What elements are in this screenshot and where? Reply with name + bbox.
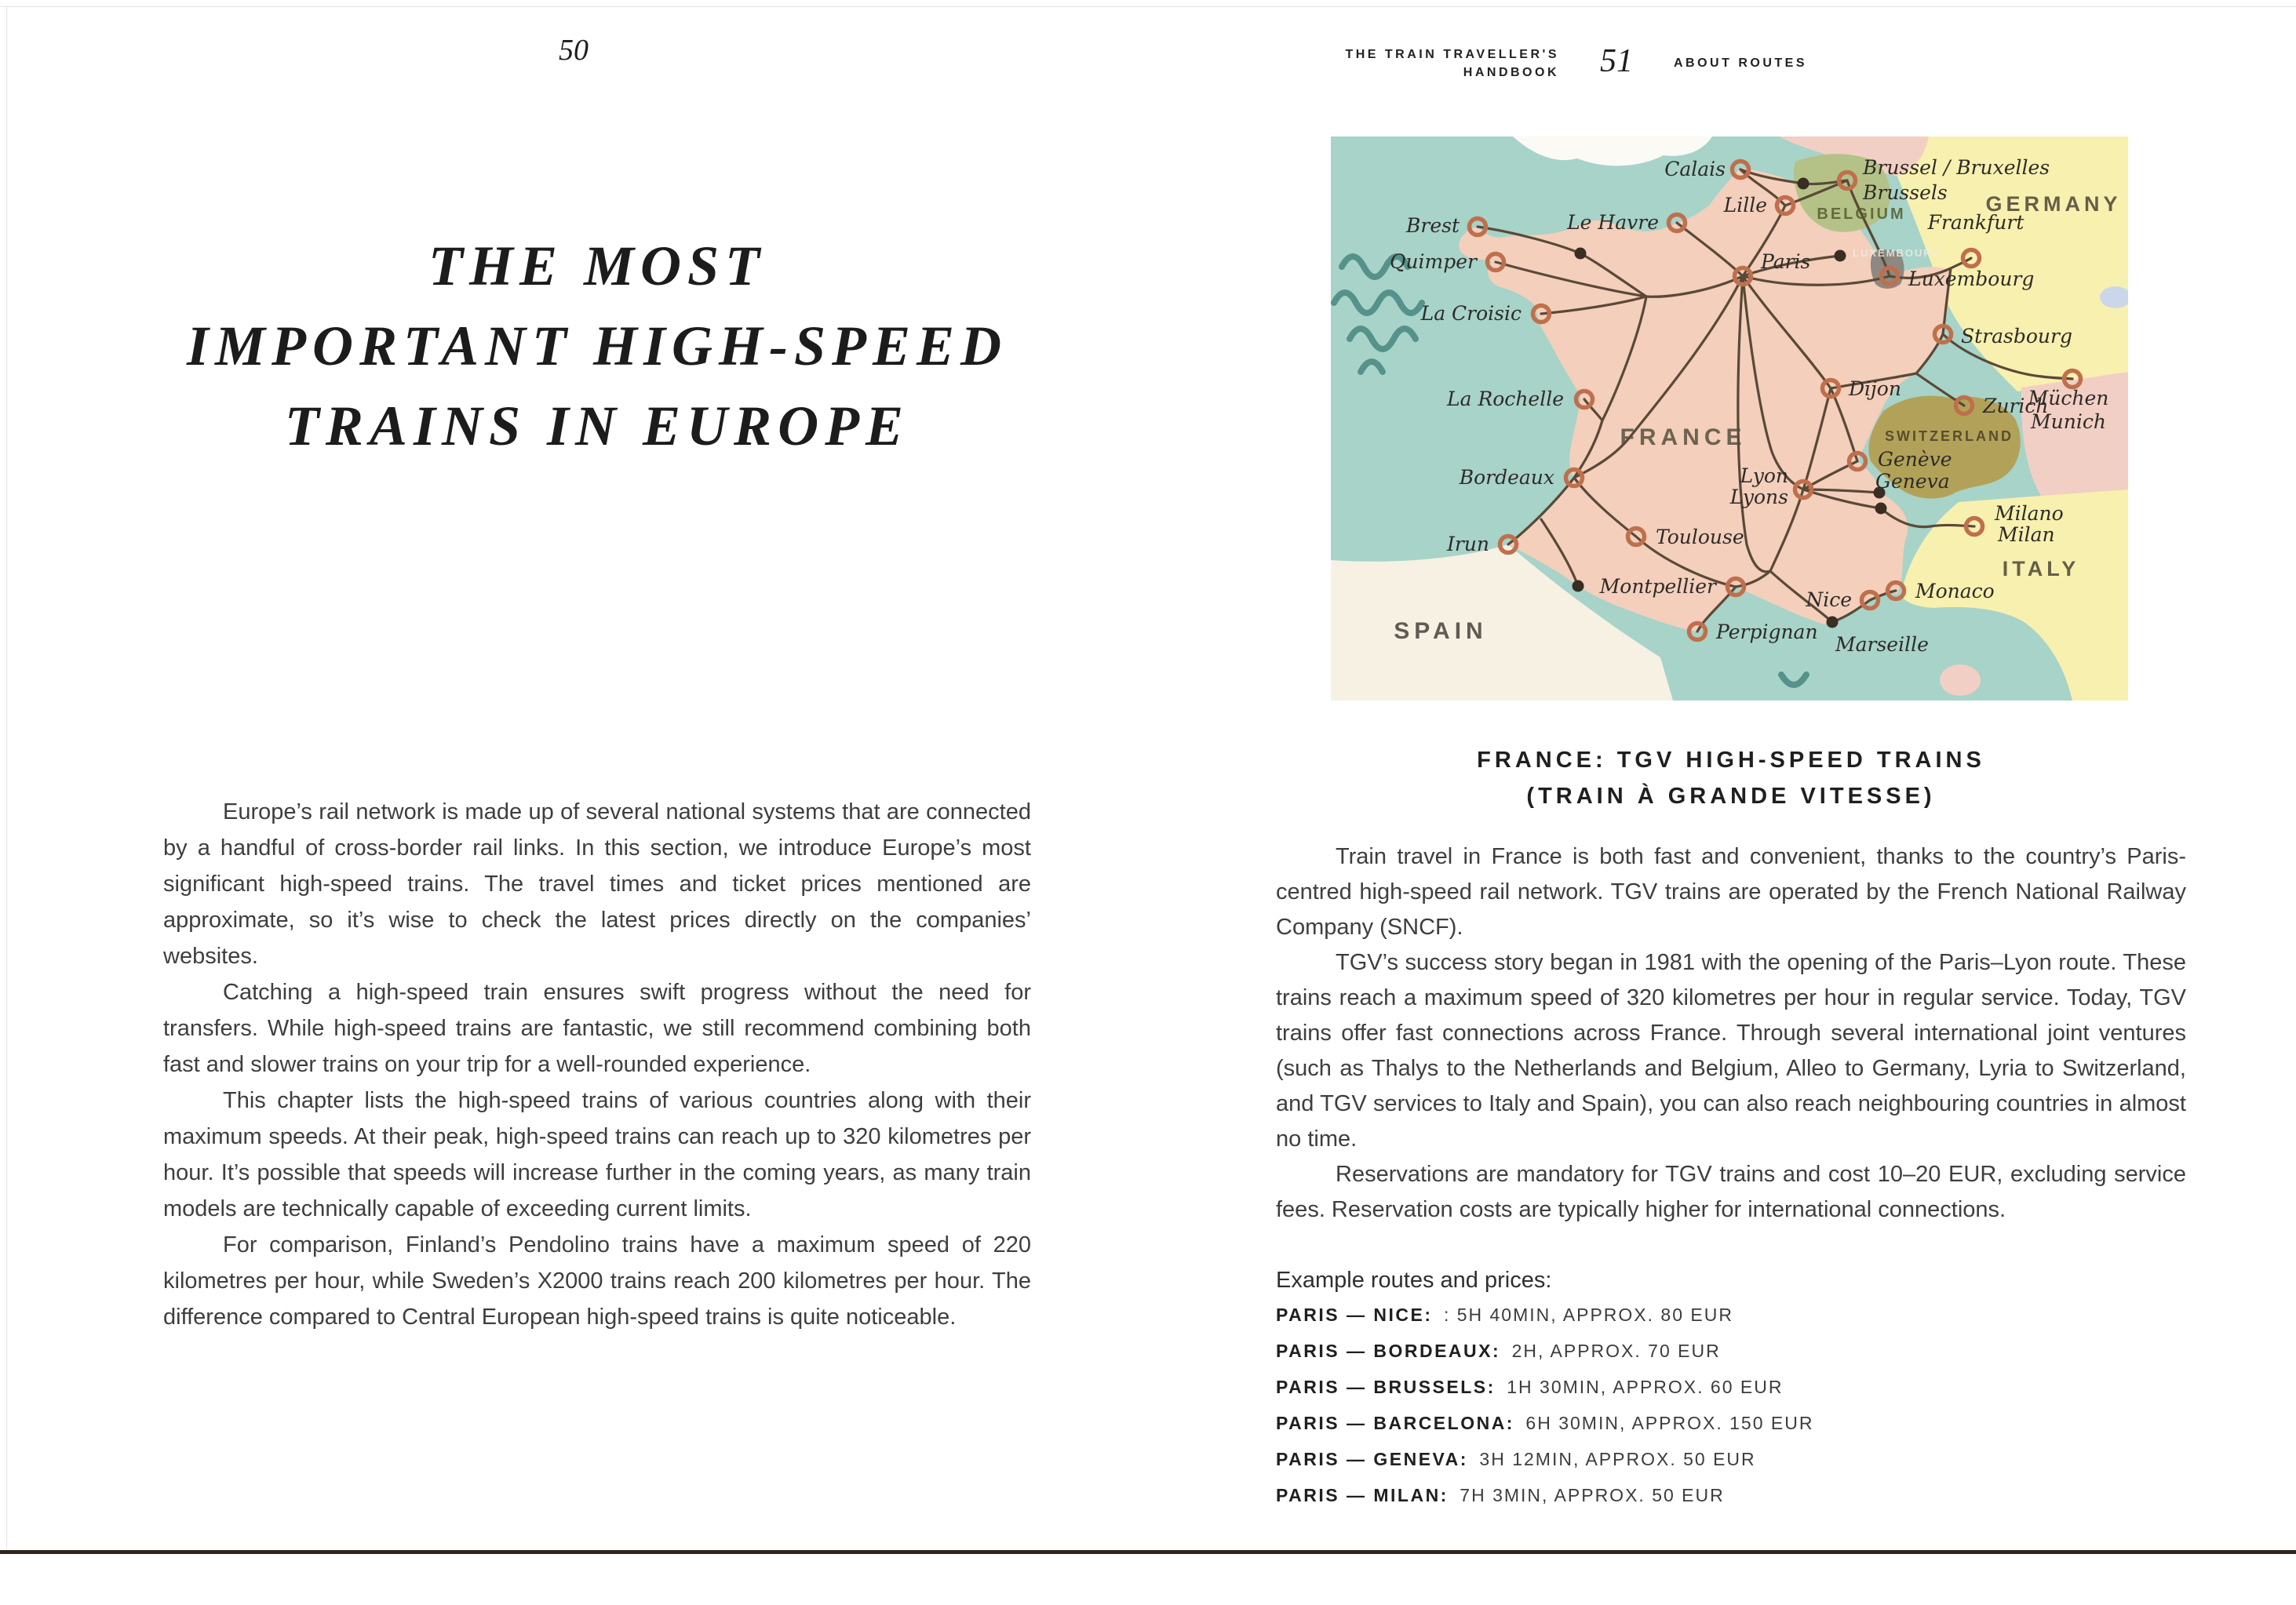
route-name: PARIS — GENEVA:	[1276, 1449, 1468, 1469]
section-heading	[1276, 742, 2186, 814]
route-name: PARIS — MILAN:	[1276, 1485, 1449, 1505]
map-city-label: Le Havre	[1567, 211, 1659, 234]
map-country-label: GERMANY	[1985, 192, 2122, 216]
map-city-label: Quimper	[1389, 250, 1477, 273]
map-city-label: Irun	[1446, 533, 1489, 555]
map-city-label: Perpignan	[1716, 621, 1818, 643]
route-row	[1276, 1448, 2186, 1473]
route-name: PARIS — BRUSSELS:	[1276, 1377, 1496, 1397]
city-dot-icon	[1835, 250, 1846, 262]
route-details: 1H 30MIN, APPROX. 60 EUR	[1507, 1377, 1784, 1397]
page-number-right: 51	[1600, 43, 1633, 79]
map-city-label: La Rochelle	[1446, 388, 1564, 410]
right-body-text	[1276, 839, 2186, 1228]
running-head-line: HANDBOOK	[1463, 66, 1559, 79]
map-city-label: Dijon	[1849, 377, 1901, 400]
section-heading-line: FRANCE: TGV HIGH-SPEED TRAINS	[1477, 748, 1985, 773]
route-details: 3H 12MIN, APPROX. 50 EUR	[1479, 1449, 1756, 1469]
map-city-label: Zurich	[1983, 395, 2049, 417]
running-head-line: THE TRAIN TRAVELLER'S	[1345, 48, 1559, 61]
map-city-label: Munich	[2031, 410, 2106, 433]
running-head-chapter: ABOUT ROUTES	[1674, 56, 1807, 70]
page-edge-line	[6, 6, 7, 1549]
map-city-label: Brussel / Bruxelles	[1863, 156, 2050, 179]
map-country-label: FRANCE	[1620, 424, 1747, 450]
paragraph: Train travel in France is both fast and convenient, thanks to the country’s Paris-centred high-speed rail network. TGV trains are operated by the French National Railway Company (SNCF).	[1276, 844, 2186, 940]
map-country-label: LUXEMBOURG	[1853, 247, 1942, 259]
map-city-label: Nice	[1806, 588, 1852, 611]
route-details: 7H 3MIN, APPROX. 50 EUR	[1460, 1485, 1725, 1505]
route-row	[1276, 1484, 2186, 1509]
map-city-label: Marseille	[1835, 633, 1929, 656]
paragraph: TGV’s success story began in 1981 with the opening of the Paris–Lyon route. These trains reach a maximum speed of 320 kilometres per hour in regular service. Today, TGV trains offer fast connections across France. Through several international joint ventures (such as Thalys to the Netherlands and Belgium, Alleo to Germany, Lyria to Switzerland, and TGV services to Italy and Spain), you can also reach neighbouring countries in almost no time.	[1276, 950, 2186, 1152]
map-city-label: Lyon	[1740, 464, 1788, 487]
map-city-label: Montpellier	[1599, 575, 1716, 598]
map-illustration	[1331, 136, 2128, 701]
map-city-label: La Croisic	[1420, 302, 1522, 325]
france-rail-map	[1331, 136, 2128, 701]
route-row	[1276, 1376, 2186, 1401]
map-city-label: Monaco	[1915, 580, 1995, 602]
route-details: : 5H 40MIN, APPROX. 80 EUR	[1443, 1305, 1733, 1325]
map-city-label: Calais	[1664, 158, 1726, 180]
city-dot-icon	[1875, 503, 1887, 515]
route-details: 2H, APPROX. 70 EUR	[1511, 1341, 1721, 1361]
corsica-area	[1940, 664, 1981, 696]
route-name: PARIS — BORDEAUX:	[1276, 1341, 1501, 1361]
chapter-title-line: TRAINS IN EUROPE	[284, 395, 910, 457]
page-edge-line	[0, 6, 2296, 7]
map-city-label: Bordeaux	[1459, 466, 1554, 489]
paragraph: Europe’s rail network is made up of several national systems that are connected by a handful of cross-border rail links. In this section, we introduce Europe’s most significant high-speed trains. The travel times and ticket prices mentioned are approximate, so it’s wise to check the latest prices directly on the companies’ websites.	[163, 799, 1031, 969]
map-city-label: Müchen	[2028, 387, 2109, 409]
paragraph: Catching a high-speed train ensures swift progress without the need for transfers. While high-speed trains are fantastic, we still recommend combining both fast and slower trains on your trip for a well-rounded experience.	[163, 980, 1031, 1077]
city-dot-icon	[1573, 580, 1584, 592]
city-dot-icon	[1798, 178, 1809, 190]
map-city-label: Strasbourg	[1961, 325, 2072, 348]
city-dot-icon	[1827, 617, 1839, 628]
map-country-label: SPAIN	[1394, 618, 1488, 644]
map-city-label: Milano	[1995, 502, 2064, 525]
map-city-label: Lyons	[1729, 486, 1788, 508]
paragraph: Reservations are mandatory for TGV trains and cost 10–20 EUR, excluding service fees. Reservation costs are typically higher for international connections.	[1276, 1162, 2186, 1222]
city-dot-icon	[1575, 248, 1587, 260]
map-city-label: Paris	[1761, 250, 1811, 273]
routes-list	[1276, 1304, 2186, 1520]
paragraph: This chapter lists the high-speed trains of various countries along with their maximum speeds. At their peak, high-speed trains can reach up to 320 kilometres per hour. It’s possible that speeds will increase further in the coming years, as many train models are technically capable of exceeding current limits.	[163, 1088, 1031, 1221]
chapter-title-line: IMPORTANT HIGH-SPEED	[186, 315, 1008, 377]
map-city-label: Frankfurt	[1927, 211, 2024, 234]
running-head-book-title	[1277, 45, 1559, 82]
map-city-label: Brest	[1406, 214, 1460, 237]
route-row	[1276, 1412, 2186, 1437]
map-city-label: Luxembourg	[1908, 268, 2035, 290]
left-body-text	[163, 794, 1031, 1335]
section-heading-line: (TRAIN À GRANDE VITESSE)	[1526, 784, 1936, 809]
paragraph: For comparison, Finland’s Pendolino trains have a maximum speed of 220 kilometres per hour, while Sweden’s X2000 trains reach 200 kilometres per hour. The difference compared to Central European high-speed trains is quite noticeable.	[163, 1232, 1031, 1330]
page-bottom-rule	[0, 1550, 2296, 1554]
map-city-label: Toulouse	[1656, 526, 1744, 548]
map-country-label: BELGIUM	[1817, 206, 1906, 223]
chapter-title-line: THE MOST	[428, 235, 767, 297]
map-city-label: Milan	[1998, 523, 2055, 546]
route-row	[1276, 1304, 2186, 1329]
map-country-label: ITALY	[2002, 557, 2080, 580]
map-city-label: Lille	[1723, 194, 1767, 217]
page-number-left: 50	[559, 34, 589, 67]
map-city-label: Genève	[1878, 448, 1952, 471]
route-row	[1276, 1340, 2186, 1365]
route-name: PARIS — NICE:	[1276, 1305, 1433, 1325]
routes-intro: Example routes and prices:	[1276, 1268, 1552, 1293]
map-city-label: Geneva	[1875, 470, 1950, 493]
route-name: PARIS — BARCELONA:	[1276, 1413, 1514, 1433]
map-city-label: Brussels	[1863, 181, 1948, 204]
chapter-title	[163, 226, 1031, 466]
route-details: 6H 30MIN, APPROX. 150 EUR	[1525, 1413, 1814, 1433]
map-country-label: SWITZERLAND	[1885, 428, 2014, 444]
